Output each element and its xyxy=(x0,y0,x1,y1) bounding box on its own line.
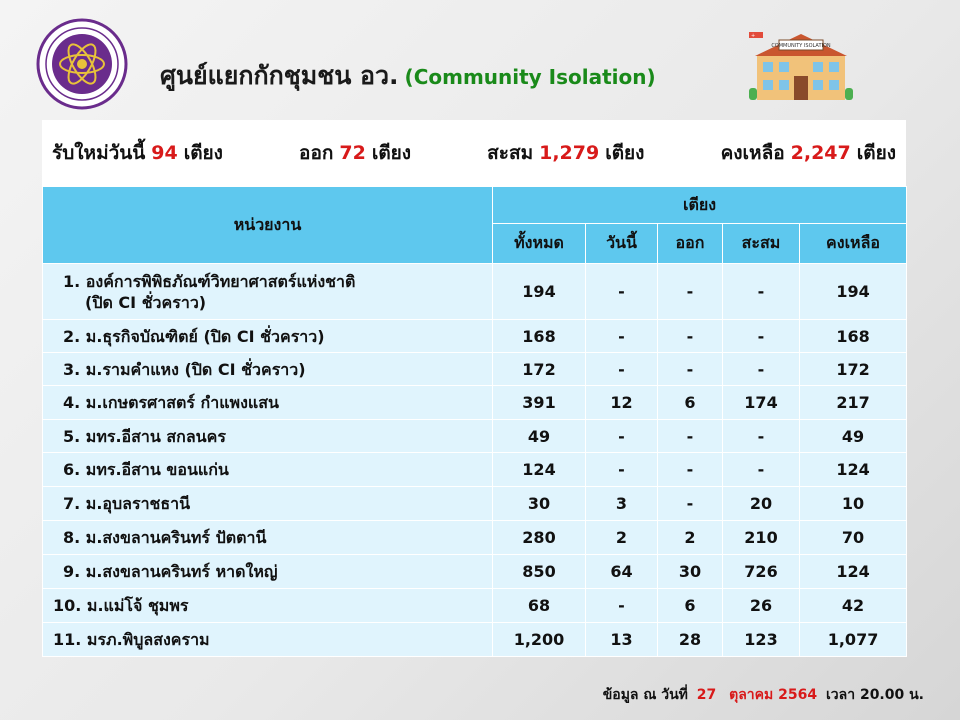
table-row xyxy=(43,487,907,521)
cell-remain: 217 xyxy=(800,386,907,420)
cell-out: - xyxy=(658,353,723,386)
row-unit: 1. องค์การพิพิธภัณฑ์วิทยาศาสตร์แห่งชาติ (ปิด CI ชั่วคราว) xyxy=(43,264,493,320)
cell-out: - xyxy=(658,320,723,353)
col-today-header: วันนี้ xyxy=(586,224,658,264)
row-unit: 6. มทร.อีสาน ขอนแก่น xyxy=(43,453,493,487)
summary-acc-value: 1,279 xyxy=(539,142,600,164)
data-timestamp: ข้อมูล ณ วันที่ 27 ตุลาคม 2564 เวลา 20.00 น. xyxy=(602,687,924,703)
row-unit: 2. ม.ธุรกิจบัณฑิตย์ (ปิด CI ชั่วคราว) xyxy=(43,320,493,353)
row-unit: 9. ม.สงขลานครินทร์ หาดใหญ่ xyxy=(43,555,493,589)
cell-out: 28 xyxy=(658,623,723,657)
summary-new: รับใหม่วันนี้ 94 เตียง xyxy=(52,142,223,164)
cell-today: - xyxy=(586,453,658,487)
cell-out: 2 xyxy=(658,521,723,555)
table-row xyxy=(43,589,907,623)
cell-today: 12 xyxy=(586,386,658,420)
cell-remain: 1,077 xyxy=(800,623,907,657)
row-unit: 11. มรภ.พิบูลสงคราม xyxy=(43,623,493,657)
table-row xyxy=(43,555,907,589)
footer-month-year: ตุลาคม 2564 xyxy=(729,687,818,703)
cell-total: 168 xyxy=(493,320,586,353)
col-total-header: ทั้งหมด xyxy=(493,224,586,264)
cell-remain: 42 xyxy=(800,589,907,623)
summary-remain-value: 2,247 xyxy=(790,142,851,164)
cell-acc: - xyxy=(723,264,800,320)
cell-total: 850 xyxy=(493,555,586,589)
cell-out: - xyxy=(658,420,723,453)
cell-total: 391 xyxy=(493,386,586,420)
cell-acc: - xyxy=(723,320,800,353)
cell-remain: 124 xyxy=(800,453,907,487)
ministry-logo xyxy=(36,18,128,110)
col-remain-header: คงเหลือ xyxy=(800,224,907,264)
isolation-building-icon xyxy=(745,26,857,102)
summary-bar xyxy=(42,120,906,186)
cell-acc: - xyxy=(723,453,800,487)
cell-out: - xyxy=(658,453,723,487)
table-row xyxy=(43,623,907,657)
cell-out: 6 xyxy=(658,386,723,420)
cell-total: 49 xyxy=(493,420,586,453)
row-unit: 3. ม.รามคำแหง (ปิด CI ชั่วคราว) xyxy=(43,353,493,386)
col-unit-header: หน่วยงาน xyxy=(43,187,493,264)
cell-remain: 124 xyxy=(800,555,907,589)
summary-out-value: 72 xyxy=(339,142,366,164)
cell-today: 13 xyxy=(586,623,658,657)
table-row xyxy=(43,264,907,320)
summary-new-value: 94 xyxy=(151,142,178,164)
cell-remain: 10 xyxy=(800,487,907,521)
cell-acc: 123 xyxy=(723,623,800,657)
cell-remain: 194 xyxy=(800,264,907,320)
row-unit: 4. ม.เกษตรศาสตร์ กำแพงแสน xyxy=(43,386,493,420)
table-row xyxy=(43,521,907,555)
row-unit: 10. ม.แม่โจ้ ชุมพร xyxy=(43,589,493,623)
cell-today: 2 xyxy=(586,521,658,555)
cell-today: - xyxy=(586,353,658,386)
row-unit: 5. มทร.อีสาน สกลนคร xyxy=(43,420,493,453)
summary-out: ออก 72 เตียง xyxy=(299,142,412,164)
cell-acc: 20 xyxy=(723,487,800,521)
cell-out: - xyxy=(658,487,723,521)
table-row xyxy=(43,420,907,453)
cell-total: 194 xyxy=(493,264,586,320)
cell-today: - xyxy=(586,320,658,353)
cell-total: 30 xyxy=(493,487,586,521)
cell-acc: - xyxy=(723,353,800,386)
cell-today: - xyxy=(586,264,658,320)
cell-today: 3 xyxy=(586,487,658,521)
table-row xyxy=(43,320,907,353)
cell-total: 68 xyxy=(493,589,586,623)
table-row xyxy=(43,386,907,420)
page-title xyxy=(160,56,656,96)
building-sign: COMMUNITY ISOLATION xyxy=(771,43,831,49)
cell-acc: - xyxy=(723,420,800,453)
col-out-header: ออก xyxy=(658,224,723,264)
col-acc-header: สะสม xyxy=(723,224,800,264)
cell-acc: 174 xyxy=(723,386,800,420)
row-unit: 8. ม.สงขลานครินทร์ ปัตตานี xyxy=(43,521,493,555)
cell-out: 30 xyxy=(658,555,723,589)
cell-acc: 210 xyxy=(723,521,800,555)
cell-remain: 49 xyxy=(800,420,907,453)
cell-total: 280 xyxy=(493,521,586,555)
title-english: (Community Isolation) xyxy=(404,65,656,89)
title-thai: ศูนย์แยกกักชุมชน อว. xyxy=(160,61,399,90)
cell-remain: 172 xyxy=(800,353,907,386)
cell-total: 124 xyxy=(493,453,586,487)
cell-out: - xyxy=(658,264,723,320)
cell-today: 64 xyxy=(586,555,658,589)
footer-day: 27 xyxy=(696,687,717,703)
cell-out: 6 xyxy=(658,589,723,623)
col-beds-header: เตียง xyxy=(493,187,907,224)
table-row xyxy=(43,353,907,386)
footer-time: 20.00 น. xyxy=(859,687,924,703)
cell-total: 172 xyxy=(493,353,586,386)
cell-total: 1,200 xyxy=(493,623,586,657)
svg-text:+: + xyxy=(751,33,756,39)
cell-acc: 726 xyxy=(723,555,800,589)
bed-table xyxy=(42,186,907,657)
summary-accumulated: สะสม 1,279 เตียง xyxy=(487,142,645,164)
cell-today: - xyxy=(586,420,658,453)
summary-remaining: คงเหลือ 2,247 เตียง xyxy=(720,142,896,164)
cell-remain: 70 xyxy=(800,521,907,555)
row-unit: 7. ม.อุบลราชธานี xyxy=(43,487,493,521)
cell-remain: 168 xyxy=(800,320,907,353)
cell-today: - xyxy=(586,589,658,623)
cell-acc: 26 xyxy=(723,589,800,623)
table-row xyxy=(43,453,907,487)
